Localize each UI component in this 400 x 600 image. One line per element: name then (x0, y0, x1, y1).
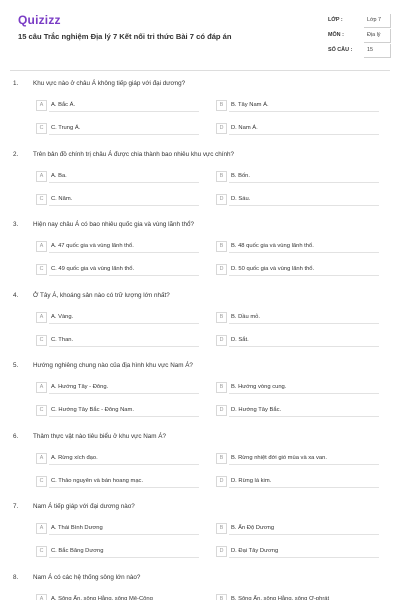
question-text: Nam Á có các hệ thống sông lớn nào? (33, 573, 141, 581)
option-underline (49, 534, 199, 535)
option-letter-box[interactable]: C (36, 335, 47, 346)
meta-grade-value: Lớp 7 (364, 14, 391, 28)
meta-question-count (328, 44, 392, 58)
question-text: Hiện nay châu Á có bao nhiêu quốc gia và vùng lãnh thổ? (33, 221, 195, 228)
answer-option[interactable] (216, 594, 366, 600)
option-letter-box[interactable]: B (216, 453, 227, 464)
question-text: Khu vực nào ở châu Á không tiếp giáp với đại dương? (33, 80, 186, 87)
option-underline (229, 275, 379, 276)
question-number: 4. (13, 291, 19, 299)
answer-option[interactable] (216, 194, 366, 206)
option-letter-box[interactable]: C (36, 405, 47, 416)
answer-option[interactable] (216, 264, 366, 276)
question-number: 7. (13, 503, 19, 510)
question-item (0, 292, 400, 362)
option-underline (49, 557, 199, 558)
meta-subject-label: MÔN : (328, 32, 344, 38)
option-underline (229, 534, 379, 535)
answer-option[interactable] (216, 241, 366, 253)
meta-subject (328, 29, 392, 43)
option-letter-box[interactable]: C (36, 123, 47, 134)
option-text: D. Sáu. (231, 195, 251, 202)
option-underline (49, 464, 199, 465)
answer-option[interactable] (36, 241, 186, 253)
question-number: 6. (13, 432, 19, 440)
question-item (0, 503, 400, 573)
option-text: A. Vàng. (51, 313, 74, 320)
option-letter-box[interactable]: D (216, 264, 227, 275)
option-text: A. Thái Bình Dương (51, 525, 103, 531)
header-divider (10, 70, 390, 71)
question-item (0, 433, 400, 503)
answer-option[interactable] (216, 382, 366, 394)
option-letter-box[interactable]: A (36, 594, 47, 600)
meta-subject-value: Địa lý (364, 29, 391, 43)
answer-option[interactable] (216, 123, 366, 135)
option-letter-box[interactable]: A (36, 171, 47, 182)
answer-option[interactable] (36, 476, 186, 488)
option-underline (49, 111, 199, 112)
answer-option[interactable] (36, 594, 186, 600)
option-underline (229, 111, 379, 112)
option-underline (49, 346, 199, 347)
question-item (0, 151, 400, 221)
answer-option[interactable] (36, 194, 186, 206)
option-text: A. Rừng xích đạo. (51, 454, 98, 461)
option-underline (229, 557, 379, 558)
option-letter-box[interactable]: A (36, 241, 47, 252)
option-letter-box[interactable]: C (36, 194, 47, 205)
option-underline (49, 416, 199, 417)
option-underline (229, 182, 379, 183)
option-underline (229, 487, 379, 488)
option-text: B. Sông Ấn, sông Hằng, sông Ơ-phrát (231, 595, 330, 600)
option-text: D. Nam Á. (231, 125, 258, 131)
option-letter-box[interactable]: A (36, 453, 47, 464)
answer-option[interactable] (216, 476, 366, 488)
question-text: Ở Tây Á, khoáng sản nào có trữ lượng lớn nhất? (33, 291, 170, 299)
answer-option[interactable] (36, 264, 186, 276)
option-underline (229, 416, 379, 417)
question-number: 8. (13, 573, 19, 581)
quizizz-logo: Quizizz (18, 13, 61, 27)
option-text: B. Rừng nhiệt đới gió mùa và xa van. (231, 454, 327, 461)
option-letter-box[interactable]: A (36, 312, 47, 323)
option-letter-box[interactable]: C (36, 546, 47, 557)
option-letter-box[interactable]: A (36, 523, 47, 534)
option-underline (229, 393, 379, 394)
option-text: C. Trung Á. (51, 125, 81, 131)
option-text: B. Ấn Độ Dương (231, 525, 275, 531)
question-text: Thảm thực vật nào tiêu biểu ở khu vực Nam Á? (33, 432, 166, 440)
question-number: 5. (13, 362, 19, 369)
option-letter-box[interactable]: C (36, 476, 47, 487)
option-underline (49, 487, 199, 488)
question-item (0, 574, 400, 600)
question-text: Nam Á tiếp giáp với đại dương nào? (33, 503, 135, 510)
option-text: D. Rừng lá kim. (231, 477, 272, 484)
option-text: D. Đại Tây Dương (231, 548, 279, 554)
option-underline (49, 275, 199, 276)
answer-option[interactable] (36, 453, 186, 465)
answer-option[interactable] (36, 382, 186, 394)
option-text: A. Sông Ấn, sông Hằng, sông Mê-Công (51, 595, 153, 600)
meta-count-value: 15 (364, 44, 391, 58)
page-title: 15 câu Trắc nghiệm Địa lý 7 Kết nối tri thức Bài 7 có đáp án (18, 32, 232, 41)
option-letter-box[interactable]: C (36, 264, 47, 275)
option-letter-box[interactable]: D (216, 335, 227, 346)
question-item (0, 80, 400, 150)
option-text: C. Thảo nguyên và bán hoang mạc. (51, 477, 144, 484)
option-text: A. Ba. (51, 172, 67, 179)
answer-option[interactable] (36, 171, 186, 183)
answer-option[interactable] (216, 335, 366, 347)
option-underline (229, 464, 379, 465)
option-letter-box[interactable]: D (216, 405, 227, 416)
option-text: D. Sắt. (231, 336, 249, 343)
option-text: D. Hướng Tây Bắc. (231, 407, 282, 413)
option-underline (49, 182, 199, 183)
option-underline (49, 205, 199, 206)
option-text: B. 48 quốc gia và vùng lãnh thổ. (231, 243, 314, 249)
option-letter-box[interactable]: B (216, 382, 227, 393)
option-underline (229, 134, 379, 135)
option-letter-box[interactable]: D (216, 123, 227, 134)
option-text: A. Bắc Á. (51, 102, 76, 108)
question-item (0, 362, 400, 432)
question-text: Hướng nghiêng chung nào của địa hình khu vực Nam Á? (33, 362, 193, 369)
option-underline (229, 346, 379, 347)
option-underline (229, 323, 379, 324)
worksheet-header (0, 0, 400, 70)
option-text: B. Dầu mỏ. (231, 313, 260, 320)
answer-option[interactable] (36, 123, 186, 135)
option-text: C. Hướng Tây Bắc - Đông Nam. (51, 407, 134, 413)
option-letter-box[interactable]: B (216, 594, 227, 600)
answer-option[interactable] (36, 100, 186, 112)
answer-option[interactable] (216, 171, 366, 183)
answer-option[interactable] (36, 405, 186, 417)
answer-option[interactable] (36, 335, 186, 347)
answer-option[interactable] (36, 546, 186, 558)
option-letter-box[interactable]: B (216, 241, 227, 252)
option-letter-box[interactable]: D (216, 476, 227, 487)
option-text: C. Năm. (51, 195, 73, 202)
option-text: B. Hướng vòng cung. (231, 384, 287, 390)
option-underline (229, 205, 379, 206)
option-letter-box[interactable]: B (216, 171, 227, 182)
meta-grade-label: LỚP : (328, 17, 343, 23)
option-text: B. Bốn. (231, 172, 251, 179)
option-letter-box[interactable]: B (216, 312, 227, 323)
option-letter-box[interactable]: A (36, 382, 47, 393)
option-underline (49, 252, 199, 253)
option-text: C. Than. (51, 336, 74, 343)
meta-grade (328, 14, 392, 28)
option-letter-box[interactable]: A (36, 100, 47, 111)
answer-option[interactable] (216, 312, 366, 324)
question-text: Trên bản đồ chính trị châu Á được chia thành bao nhiêu khu vực chính? (33, 150, 235, 158)
option-text: A. Hướng Tây - Đông. (51, 384, 109, 390)
option-text: C. 49 quốc gia và vùng lãnh thổ. (51, 266, 135, 272)
option-text: B. Tây Nam Á. (231, 102, 269, 108)
question-number: 2. (13, 150, 19, 158)
option-underline (49, 134, 199, 135)
answer-option[interactable] (36, 523, 186, 535)
answer-option[interactable] (216, 523, 366, 535)
option-letter-box[interactable]: B (216, 523, 227, 534)
answer-option[interactable] (216, 405, 366, 417)
option-text: D. 50 quốc gia và vùng lãnh thổ. (231, 266, 315, 272)
option-letter-box[interactable]: D (216, 546, 227, 557)
meta-count-label: SỐ CÂU : (328, 47, 353, 53)
option-text: C. Bắc Băng Dương (51, 548, 104, 554)
answer-option[interactable] (36, 312, 186, 324)
option-text: A. 47 quốc gia và vùng lãnh thổ. (51, 243, 134, 249)
question-item (0, 221, 400, 291)
answer-option[interactable] (216, 100, 366, 112)
question-number: 3. (13, 221, 19, 228)
answer-option[interactable] (216, 453, 366, 465)
option-underline (229, 252, 379, 253)
question-number: 1. (13, 80, 19, 87)
option-underline (49, 393, 199, 394)
answer-option[interactable] (216, 546, 366, 558)
option-underline (49, 323, 199, 324)
option-letter-box[interactable]: D (216, 194, 227, 205)
option-letter-box[interactable]: B (216, 100, 227, 111)
